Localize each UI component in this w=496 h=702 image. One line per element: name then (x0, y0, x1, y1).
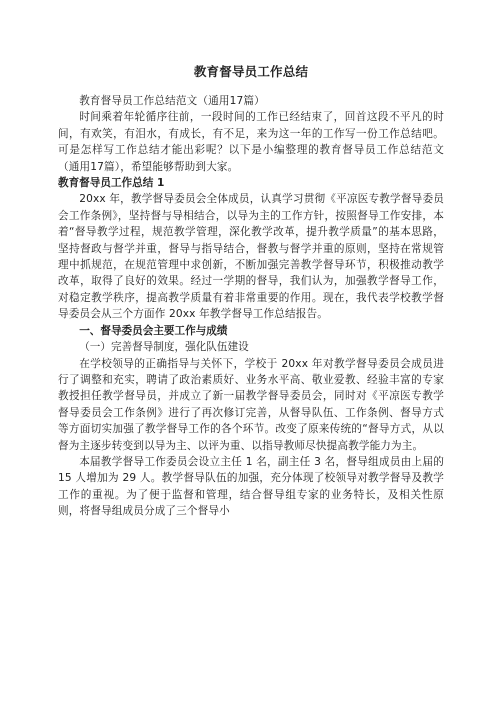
document-title: 教育督导员工作总结 (193, 64, 309, 79)
body-paragraph-continued: 本届教学督导工作委员会设立主任 1 名，副主任 3 名，督导组成员由上届的 15 人增加为 29 人。教学督导队伍的加强，充分体现了校领导对教学督导及教学工作的重视。为了便于监督和管理，结合督导组专家的业务特长，及相关性原则，将督导组成员分成了三个督导小 (58, 455, 444, 518)
intro-paragraph: 时间乘着年轮循序往前，一段时间的工作已经结束了，回首这段不平凡的时间，有欢笑，有泪水，有成长，有不足，来为这一年的工作写一份工作总结吧。可是怎样写工作总结才能出彩呢？以下是小编整理的教育督导员工作总结范文（通用17篇），希望能够帮助到大家。 (58, 111, 444, 173)
section-paragraph: 20xx 年，教学督导委员会全体成员，认真学习贯彻《平凉医专教学督导委员会工作条例》，坚持督与导相结合，以导为主的工作方针，按照督导工作安排，本着“督导教学过程，规范教学管理，深化教学改革，提升教学质量”的基本思路，坚持督政与督学并重，督导与指导结合，督教与督学并重的原则，坚持在常规管理中抓规范，在规范管理中求创新，不断加强完善教学督导环节，积极推动教学改革，取得了良好的效果。经过一学期的督导，我们认为，加强教学督导工作，对稳定教学秩序，提高教学质量有着非常重要的作用。现在，我代表学校教学督导委员会从三个方面作 20xx 年教学督导工作总结报告。 (58, 193, 444, 321)
section-heading: 教育督导员工作总结 1 (58, 177, 165, 190)
body-paragraph: 在学校领导的正确指导与关怀下，学校于 20xx 年对教学督导委员会成员进行了调整和充实，聘请了政治素质好、业务水平高、敬业爱教、经验丰富的专家教授担任教学督导员，并成立了新一届教学督导委员会，同时对《平凉医专教学督导委员会工作条例》进行了再次修订完善，从督导队伍、工作条例、督导方式等方面切实加强了教学督导工作的各个环节。改变了原来传统的“督导方式，从以督为主逐步转变到以导为主、以评为重、以指导教师尽快提高教学能力为主。 (58, 357, 444, 452)
part-heading: 一、督导委员会主要工作与成绩 (79, 324, 228, 337)
intro-label: 教育督导员工作总结范文（通用17篇） (79, 95, 265, 107)
sub-heading: （一）完善督导制度，强化队伍建设 (79, 341, 249, 354)
